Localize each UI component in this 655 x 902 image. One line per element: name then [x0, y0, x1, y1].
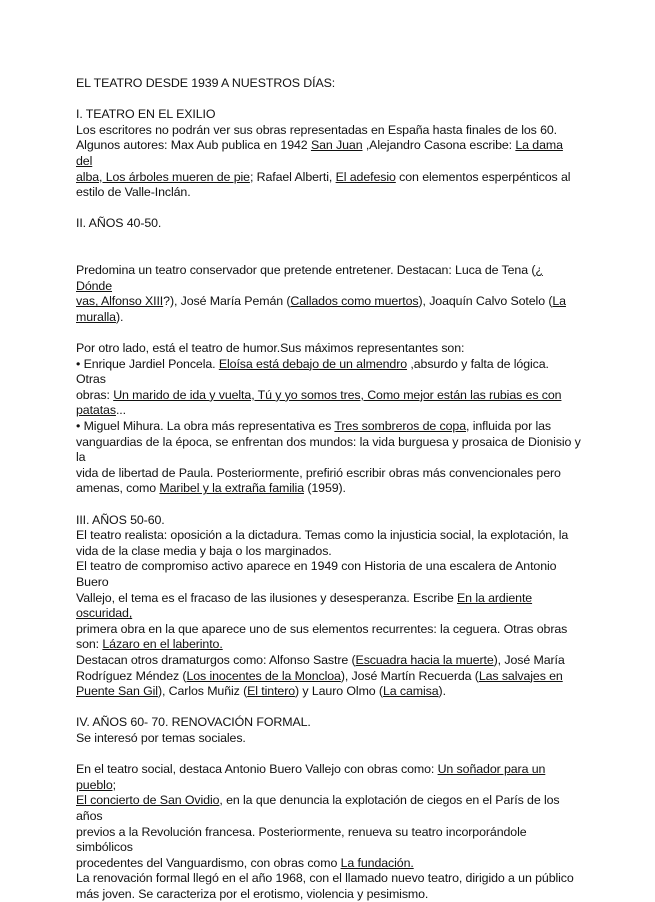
work-title: La dama del — [76, 138, 563, 168]
paragraph-line: Rodríguez Méndez (Los inocentes de la Moncloa), José Martín Recuerda (Las salvajes en — [76, 668, 563, 683]
work-title: San Juan — [310, 138, 363, 153]
work-title: alba, Los árboles mueren de pie — [76, 169, 250, 184]
paragraph-line: primera obra en la que aparece uno de sus elementos recurrentes: la ceguera. Otras obras — [76, 621, 568, 636]
section-heading-60-70: IV. AÑOS 60- 70. RENOVACIÓN FORMAL. — [76, 715, 311, 730]
paragraph-line: obras: Un marido de ida y vuelta, Tú y yo somos tres, Como mejor están las rubias es con — [76, 387, 562, 402]
work-title: Las salvajes en — [478, 668, 563, 683]
document-title: EL TEATRO DESDE 1939 A NUESTROS DÍAS: — [76, 76, 336, 90]
work-title: muralla — [76, 309, 116, 324]
work-title: Puente San Gil — [76, 684, 158, 699]
paragraph-line: Se interesó por temas sociales. — [76, 730, 246, 745]
section-heading-40-50: II. AÑOS 40-50. — [76, 216, 162, 231]
paragraph-line: vanguardias de la época, se enfrentan dos mundos: la vida burguesa y prosaica de Dionisio y la — [76, 434, 581, 465]
paragraph-line: vas, Alfonso XIII?), José María Pemán (Callados como muertos), Joaquín Calvo Sotelo (La — [76, 294, 566, 309]
work-title: El adefesio — [335, 169, 396, 184]
work-title: La — [552, 294, 566, 309]
paragraph-line: previos a la Revolución francesa. Posteriormente, renueva su teatro incorporándole simbólicos — [76, 824, 527, 855]
paragraph-line: son: Lázaro en el laberinto. — [76, 637, 223, 652]
work-title: patatas — [76, 403, 116, 418]
paragraph-line: muralla). — [76, 309, 124, 324]
work-title: Escuadra hacia la muerte — [355, 652, 494, 667]
work-title: Los inocentes de la Moncloa — [186, 668, 341, 683]
paragraph-line: Destacan otros dramaturgos como: Alfonso Sastre (Escuadra hacia la muerte), José María — [76, 652, 565, 667]
section-heading-50-60: III. AÑOS 50-60. — [76, 512, 165, 527]
work-title: vas, Alfonso XIII — [76, 294, 164, 309]
paragraph-line: La renovación formal llegó en el año 1968, con el llamado nuevo teatro, dirigido a un público — [76, 871, 574, 886]
work-title: Lázaro en el laberinto. — [102, 637, 223, 652]
work-title: Maribel y la extraña familia — [159, 481, 304, 496]
work-title: Un soñador para un pueblo; — [76, 762, 546, 792]
paragraph-line: El teatro de compromiso activo aparece en 1949 con Historia de una escalera de Antonio Buero — [76, 559, 557, 589]
work-title: El concierto de San Ovidio — [76, 793, 220, 808]
paragraph-line: Predomina un teatro conservador que pretende entretener. Destacan: Luca de Tena (¿ Dónde — [76, 263, 543, 293]
work-title: Tres sombreros de copa — [334, 419, 467, 434]
paragraph-line: Puente San Gil), Carlos Muñiz (El tintero) y Lauro Olmo (La camisa). — [76, 684, 446, 699]
list-item: • Enrique Jardiel Poncela. Eloísa está debajo de un almendro ,absurdo y falta de lógica. Otras — [76, 356, 549, 387]
list-item: • Miguel Mihura. La obra más representativa es Tres sombreros de copa, influida por las — [76, 419, 551, 434]
paragraph-line: vida de la clase media y baja o los marginados. — [76, 543, 332, 558]
work-title: Callados como muertos — [290, 294, 419, 309]
paragraph-line: estilo de Valle-Inclán. — [76, 185, 191, 200]
paragraph-line: vida de libertad de Paula. Posteriormente, prefirió escribir obras más convencionales pero — [76, 465, 561, 480]
paragraph-line: patatas... — [76, 403, 126, 418]
section-heading-exilio: I. TEATRO EN EL EXILIO — [76, 107, 216, 122]
work-title: La camisa — [382, 684, 439, 699]
paragraph-line: amenas, como Maribel y la extraña familia (1959). — [76, 481, 346, 496]
paragraph-line: Algunos autores: Max Aub publica en 1942 San Juan ,Alejandro Casona escribe: La dama del — [76, 138, 563, 168]
work-title: Eloísa está debajo de un almendro — [218, 356, 408, 371]
paragraph-line: El concierto de San Ovidio, en la que denuncia la explotación de ciegos en el París de los años — [76, 793, 560, 823]
work-title: El tintero — [247, 684, 296, 699]
work-title: ¿ Dónde — [76, 263, 543, 293]
work-title: Un marido de ida y vuelta, Tú y yo somos tres, Como mejor están las rubias es con — [113, 387, 562, 402]
work-title: En la ardiente oscuridad, — [76, 590, 533, 621]
paragraph-line: El teatro realista: oposición a la dictadura. Temas como la injusticia social, la explotación, la — [76, 528, 569, 543]
document-page — [76, 76, 581, 902]
paragraph-line: En el teatro social, destaca Antonio Buero Vallejo con obras como: Un soñador para un pueblo; — [76, 762, 546, 792]
paragraph-line: más joven. Se caracteriza por el erotismo, violencia y pesimismo. — [76, 886, 429, 901]
paragraph-line: Por otro lado, está el teatro de humor.Sus máximos representantes son: — [76, 341, 465, 356]
paragraph-line: alba, Los árboles mueren de pie; Rafael Alberti, El adefesio con elementos esperpénticos al — [76, 169, 571, 184]
paragraph-line: Vallejo, el tema es el fracaso de las ilusiones y desesperanza. Escribe En la ardiente oscuridad, — [76, 590, 533, 621]
paragraph-line: Los escritores no podrán ver sus obras representadas en España hasta finales de los 60. — [76, 122, 558, 137]
work-title: La fundación. — [340, 855, 414, 870]
paragraph-line: procedentes del Vanguardismo, con obras como La fundación. — [76, 855, 414, 870]
